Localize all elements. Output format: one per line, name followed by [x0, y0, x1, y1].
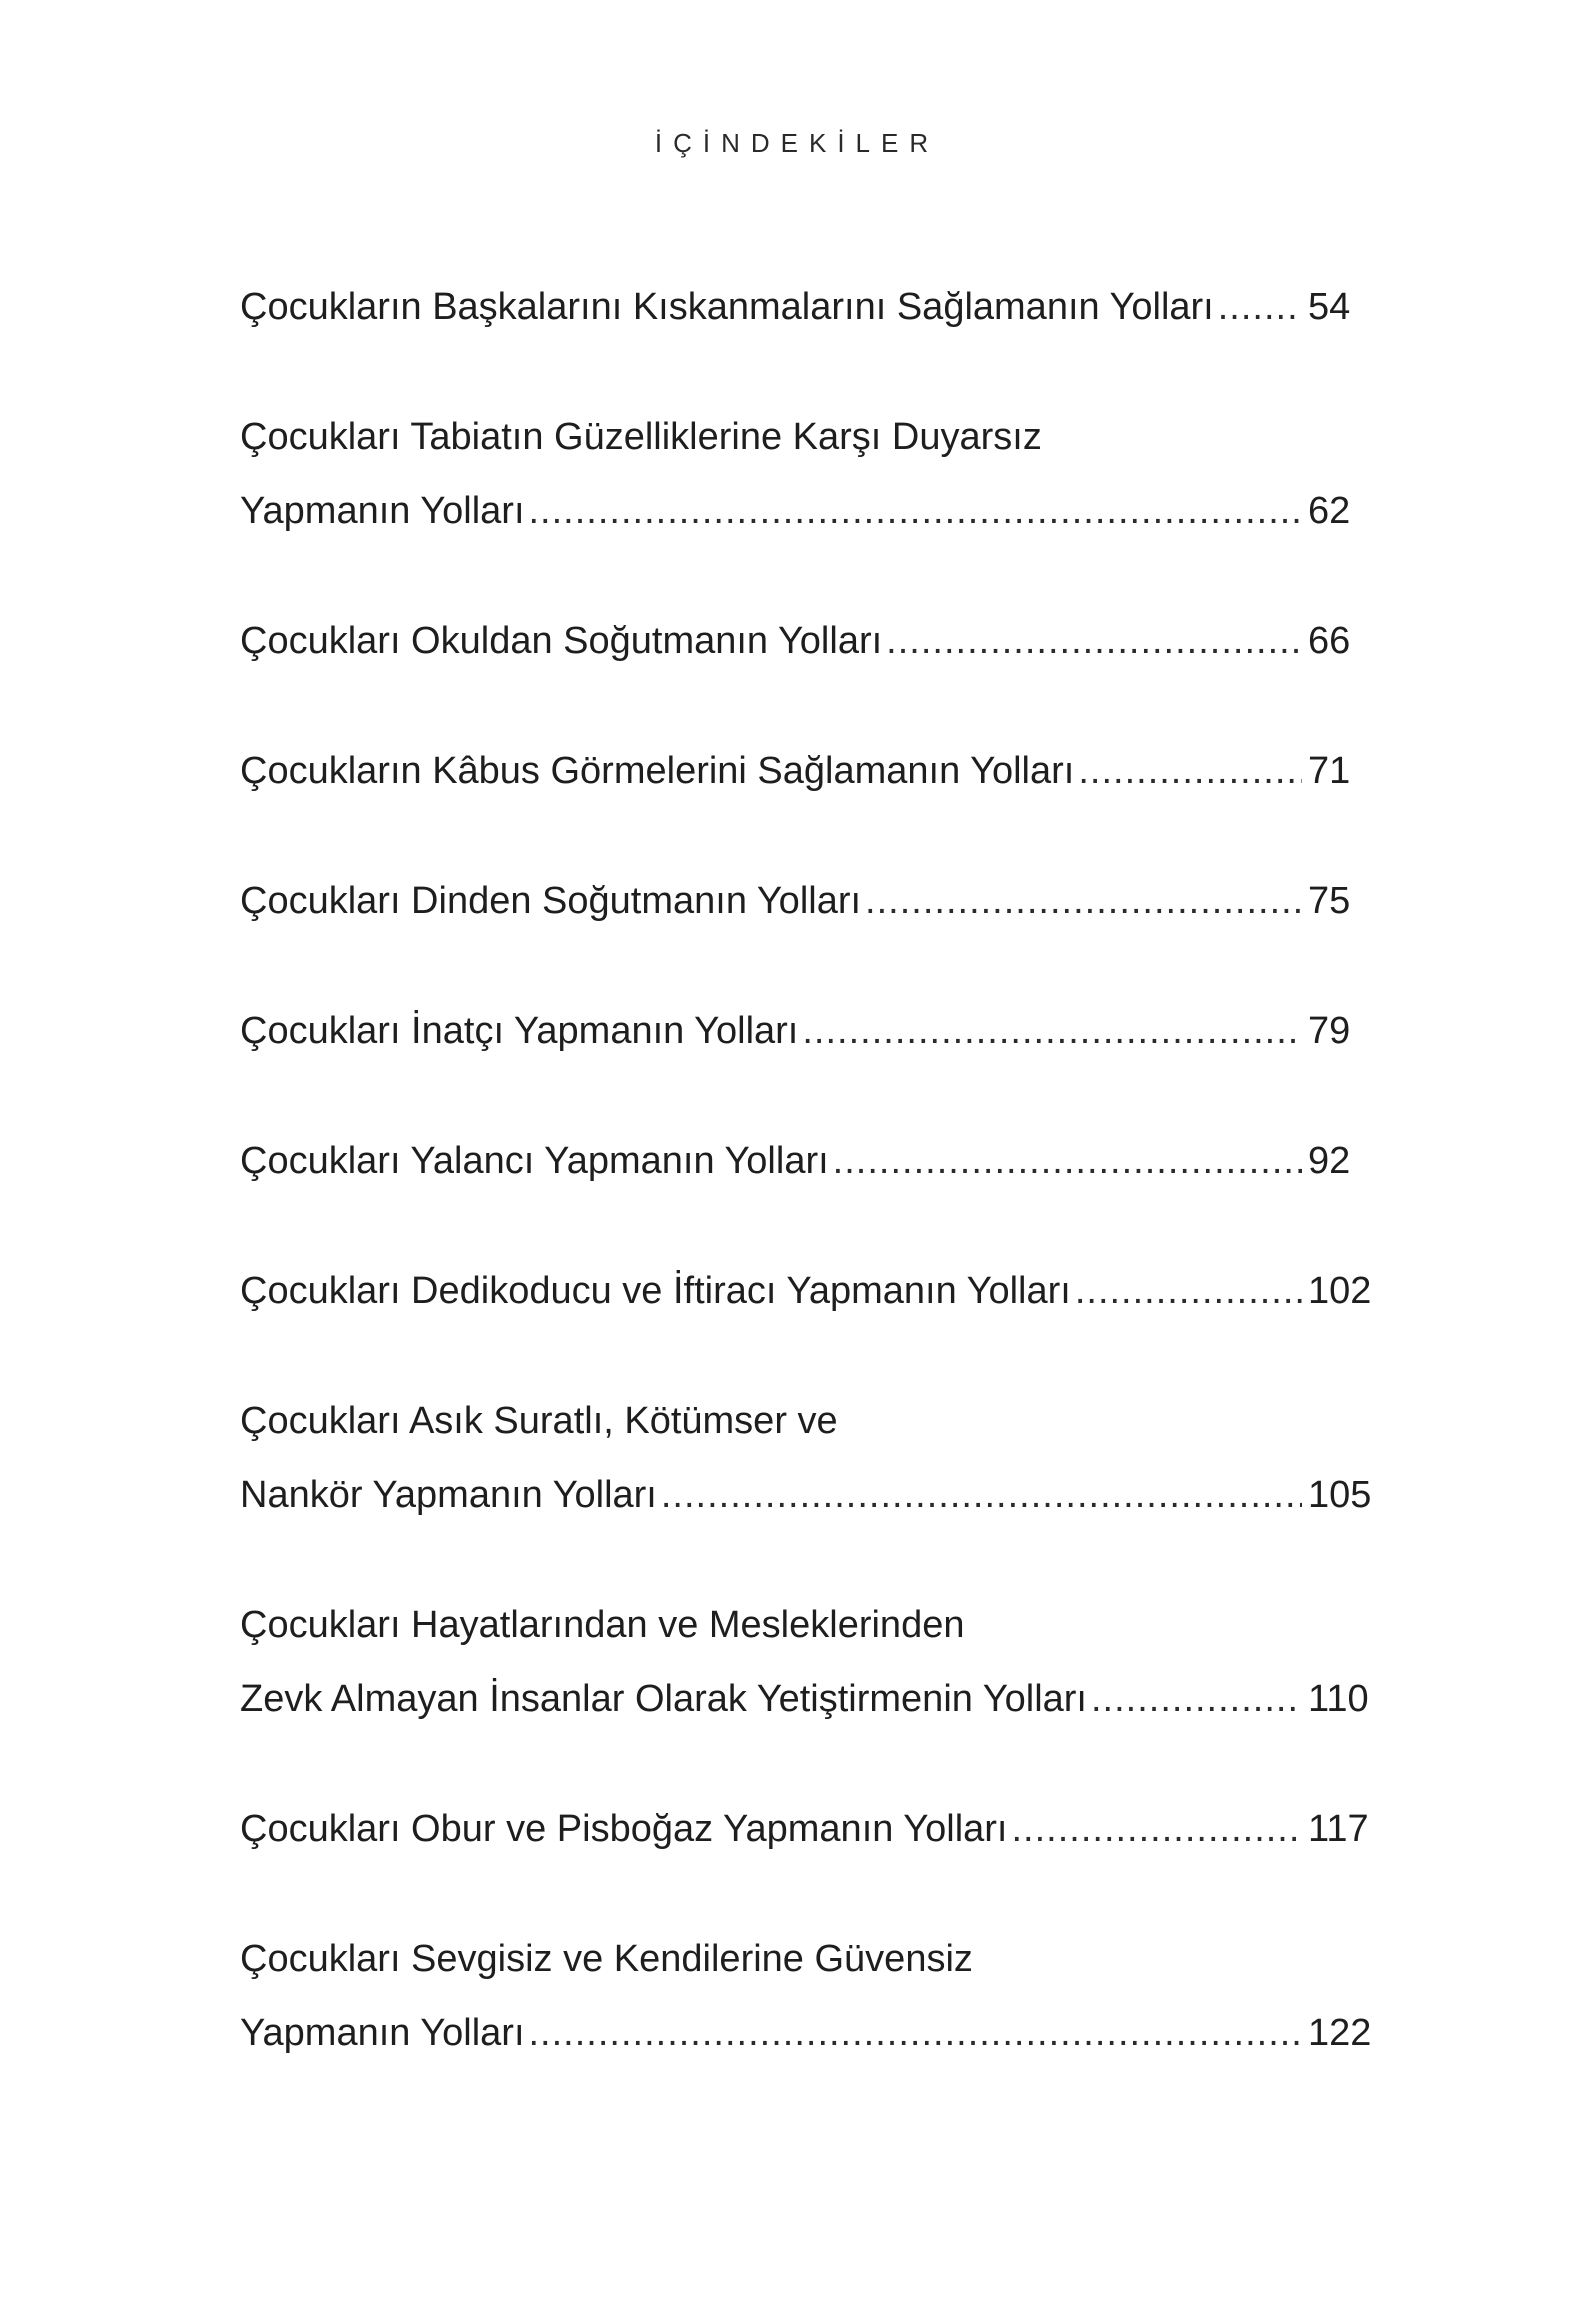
toc-entry: [240, 734, 1380, 808]
dot-leader: [1011, 1792, 1302, 1866]
page-number: 71: [1308, 750, 1351, 792]
dot-leader: [833, 1124, 1302, 1198]
toc-entry-title: Çocukları Sevgisiz ve Kendilerine Güvensiz: [240, 1938, 973, 1980]
toc-entry-line: [240, 1662, 1380, 1736]
page-number: 122: [1308, 2012, 1372, 2054]
toc-entry-title: Çocukları Asık Suratlı, Kötümser ve: [240, 1400, 838, 1442]
toc-entry-title: Çocukları Okuldan Soğutmanın Yolları: [240, 620, 883, 662]
toc-entry: [240, 994, 1380, 1068]
toc-entry: [240, 1384, 1380, 1532]
dot-leader: [886, 604, 1302, 678]
toc-entry: [240, 1792, 1380, 1866]
toc-entry-line: [240, 604, 1380, 678]
page-number: 79: [1308, 1010, 1351, 1052]
page-number: 102: [1308, 1270, 1372, 1312]
dot-leader: [529, 1996, 1303, 2070]
dot-leader: [1075, 1254, 1302, 1328]
toc-entry: [240, 270, 1380, 344]
toc-entry: [240, 1922, 1380, 2070]
page-number: 75: [1308, 880, 1351, 922]
toc-entry: [240, 400, 1380, 548]
dot-leader: [1078, 734, 1302, 808]
toc-entry-title: Çocukları Yalancı Yapmanın Yolları: [240, 1140, 829, 1182]
page-number: 110: [1308, 1678, 1369, 1720]
toc-entry-line: [240, 1254, 1380, 1328]
dot-leader: [865, 864, 1302, 938]
toc-entry-title: Çocukları İnatçı Yapmanın Yolları: [240, 1010, 799, 1052]
toc-entry-title: Yapmanın Yolları: [240, 2012, 525, 2054]
page-title: İÇİNDEKİLER: [654, 128, 940, 158]
toc-entry-title: Nankör Yapmanın Yolları: [240, 1474, 657, 1516]
page-number: 92: [1308, 1140, 1351, 1182]
toc-entry-line: [240, 1124, 1380, 1198]
toc-entry-line: [240, 270, 1380, 344]
table-of-contents: [240, 270, 1380, 2126]
page-number: 105: [1308, 1474, 1372, 1516]
toc-entry-line: [240, 1384, 1380, 1458]
toc-entry: [240, 1124, 1380, 1198]
toc-entry-title: Çocukları Obur ve Pisboğaz Yapmanın Yolları: [240, 1808, 1008, 1850]
toc-entry-line: [240, 864, 1380, 938]
dot-leader: [661, 1458, 1302, 1532]
toc-entry-line: [240, 1922, 1380, 1996]
page-number: 62: [1308, 490, 1351, 532]
page-number: 117: [1308, 1808, 1369, 1850]
toc-entry-line: [240, 1996, 1380, 2070]
toc-entry-line: [240, 734, 1380, 808]
toc-entry-title: Çocukların Başkalarını Kıskanmalarını Sağlamanın Yolları: [240, 286, 1214, 328]
toc-entry: [240, 1254, 1380, 1328]
toc-entry-line: [240, 474, 1380, 548]
toc-entry-line: [240, 1458, 1380, 1532]
toc-entry-line: [240, 1792, 1380, 1866]
dot-leader: [1091, 1662, 1302, 1736]
toc-entry-title: Çocukların Kâbus Görmelerini Sağlamanın Yolları: [240, 750, 1075, 792]
toc-entry-title: Zevk Almayan İnsanlar Olarak Yetiştirmenin Yolları: [240, 1678, 1087, 1720]
toc-entry-title: Çocukları Dinden Soğutmanın Yolları: [240, 880, 862, 922]
toc-entry-title: Çocukları Hayatlarından ve Mesleklerinden: [240, 1604, 965, 1646]
dot-leader: [529, 474, 1303, 548]
toc-entry-line: [240, 994, 1380, 1068]
dot-leader: [802, 994, 1302, 1068]
toc-entry-title: Yapmanın Yolları: [240, 490, 525, 532]
toc-entry-line: [240, 1588, 1380, 1662]
page-number: 54: [1308, 286, 1351, 328]
toc-entry-title: Çocukları Dedikoducu ve İftiracı Yapmanın Yolları: [240, 1270, 1071, 1312]
toc-entry: [240, 1588, 1380, 1736]
toc-entry-line: [240, 400, 1380, 474]
toc-entry: [240, 864, 1380, 938]
toc-entry-title: Çocukları Tabiatın Güzelliklerine Karşı Duyarsız: [240, 416, 1042, 458]
page-number: 66: [1308, 620, 1351, 662]
toc-entry: [240, 604, 1380, 678]
dot-leader: [1218, 270, 1302, 344]
